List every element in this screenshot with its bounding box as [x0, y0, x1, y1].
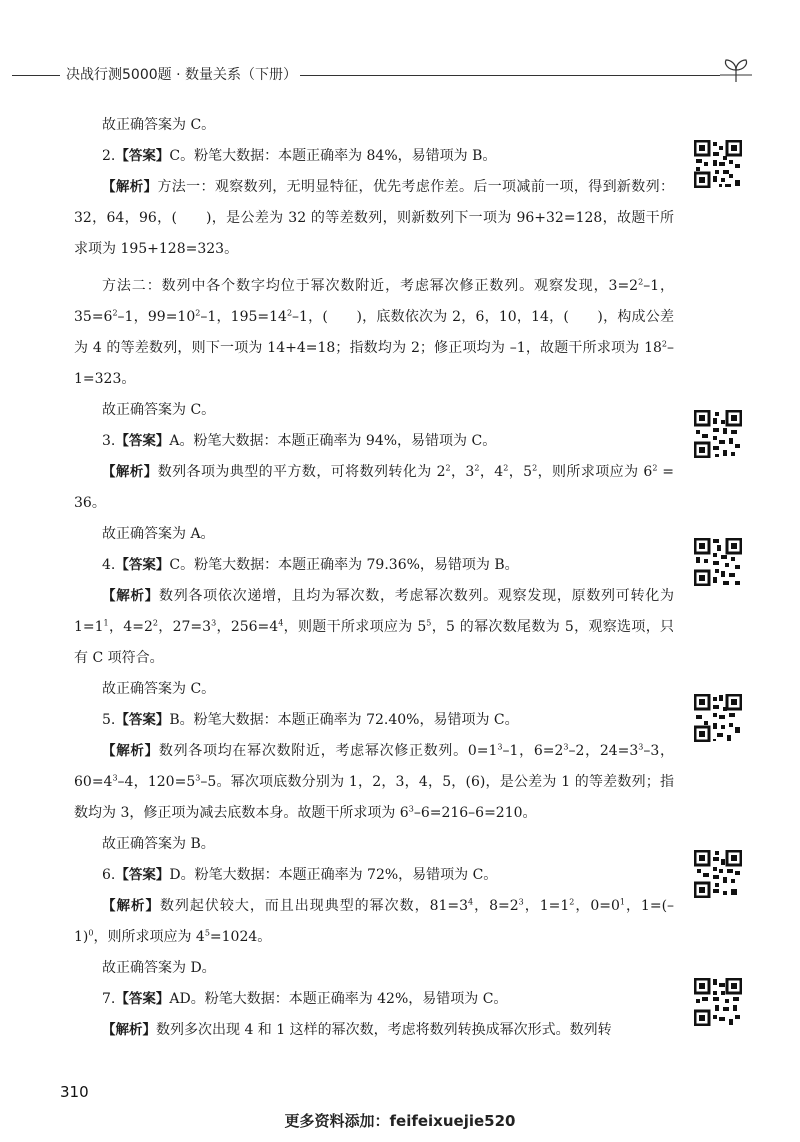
conclusion-q4: 故正确答案为 C。	[102, 681, 216, 697]
q2-analysis-method1: 【解析】方法一：观察数列，无明显特征，优先考虑作差。后一项减前一项，得到新数列：32，64，96，( )，是公差为 32 的等差数列，则新数列下一项为 96+32=128，故题干所求项为 195+128=323。	[74, 179, 674, 257]
header-rule-right	[300, 75, 720, 76]
q7-analysis: 【解析】数列多次出现 4 和 1 这样的幂次数，考虑将数列转换成幂次形式。数列转	[102, 1022, 612, 1038]
q2-analysis-method2: 方法二：数列中各个数字均位于幂次数附近，考虑幂次修正数列。观察发现，$3=2^2-1$，$35=6^2-1$，$99=10^2-1$，$195=14^2-1$，( )，底数依次为 2，6，10，14，( )，构成公差为 4 的等差数列，则下一项为 14+4=18；指数均为 2；修正项均为 –1，故题干所求项为 $18^2-1=323$。	[74, 277, 674, 387]
book-title: 决战行测5000题 · 数量关系（下册）	[66, 67, 297, 83]
qr-code-icon	[694, 410, 742, 458]
q7-answer: 7.【答案】AD。粉笔大数据：本题正确率为 42%，易错项为 C。	[102, 991, 508, 1007]
page-header	[0, 58, 800, 92]
conclusion-q1: 故正确答案为 C。	[102, 117, 216, 133]
q3-analysis: 【解析】数列各项为典型的平方数，可将数列转化为 $2^2$，$3^2$，$4^2$，$5^2$，则所求项应为 $6^2 = 36$。	[74, 463, 675, 511]
q6-answer: 6.【答案】D。粉笔大数据：本题正确率为 72%，易错项为 C。	[102, 867, 498, 883]
leaf-icon	[718, 58, 754, 84]
conclusion-q6: 故正确答案为 D。	[102, 960, 216, 976]
conclusion-q2: 故正确答案为 C。	[102, 402, 216, 418]
qr-code-icon	[694, 978, 742, 1026]
qr-code-icon	[694, 140, 742, 188]
page-number: 310	[60, 1083, 89, 1101]
q4-answer: 4.【答案】C。粉笔大数据：本题正确率为 79.36%，易错项为 B。	[102, 557, 519, 573]
q6-analysis: 【解析】数列起伏较大，而且出现典型的幂次数，$81=3^4$，$8=2^3$，$1=1^2$，$0=0^1$，$1=(-1)^0$，则所求项应为 $4^5=1024$。	[74, 897, 675, 945]
q5-analysis: 【解析】数列各项均在幂次数附近，考虑幂次修正数列。$0=1^3-1$，$6=2^3-2$，$24=3^3-3$，$60=4^3-4$，$120=5^3-5$。幂次项底数分别为 1，2，3，4，5，(6)，是公差为 1 的等差数列；指数均为 3，修正项为减去底数本身。故题干所求项为 $6^3-6=216-6=210$。	[74, 742, 675, 821]
q5-answer: 5.【答案】B。粉笔大数据：本题正确率为 72.40%，易错项为 C。	[102, 712, 519, 728]
qr-code-icon	[694, 850, 742, 898]
conclusion-q3: 故正确答案为 A。	[102, 526, 215, 542]
q3-answer: 3.【答案】A。粉笔大数据：本题正确率为 94%，易错项为 C。	[102, 433, 497, 449]
qr-code-icon	[694, 694, 742, 742]
conclusion-q5: 故正确答案为 B。	[102, 836, 215, 852]
qr-code-icon	[694, 538, 742, 586]
footer-watermark: 更多资料添加：feifeixuejie520	[284, 1112, 516, 1130]
q4-analysis: 【解析】数列各项依次递增，且均为幂次数，考虑幂次数列。观察发现，原数列可转化为 $1=1^1$，$4=2^2$，$27=3^3$，$256=4^4$，则题干所求项应为 $5^5$，5 的幂次数尾数为 5，观察选项，只有 C 项符合。	[74, 588, 675, 666]
page-content	[74, 110, 674, 1046]
header-rule-left	[12, 75, 60, 76]
q2-answer: 2.【答案】C。粉笔大数据：本题正确率为 84%，易错项为 B。	[102, 148, 497, 164]
